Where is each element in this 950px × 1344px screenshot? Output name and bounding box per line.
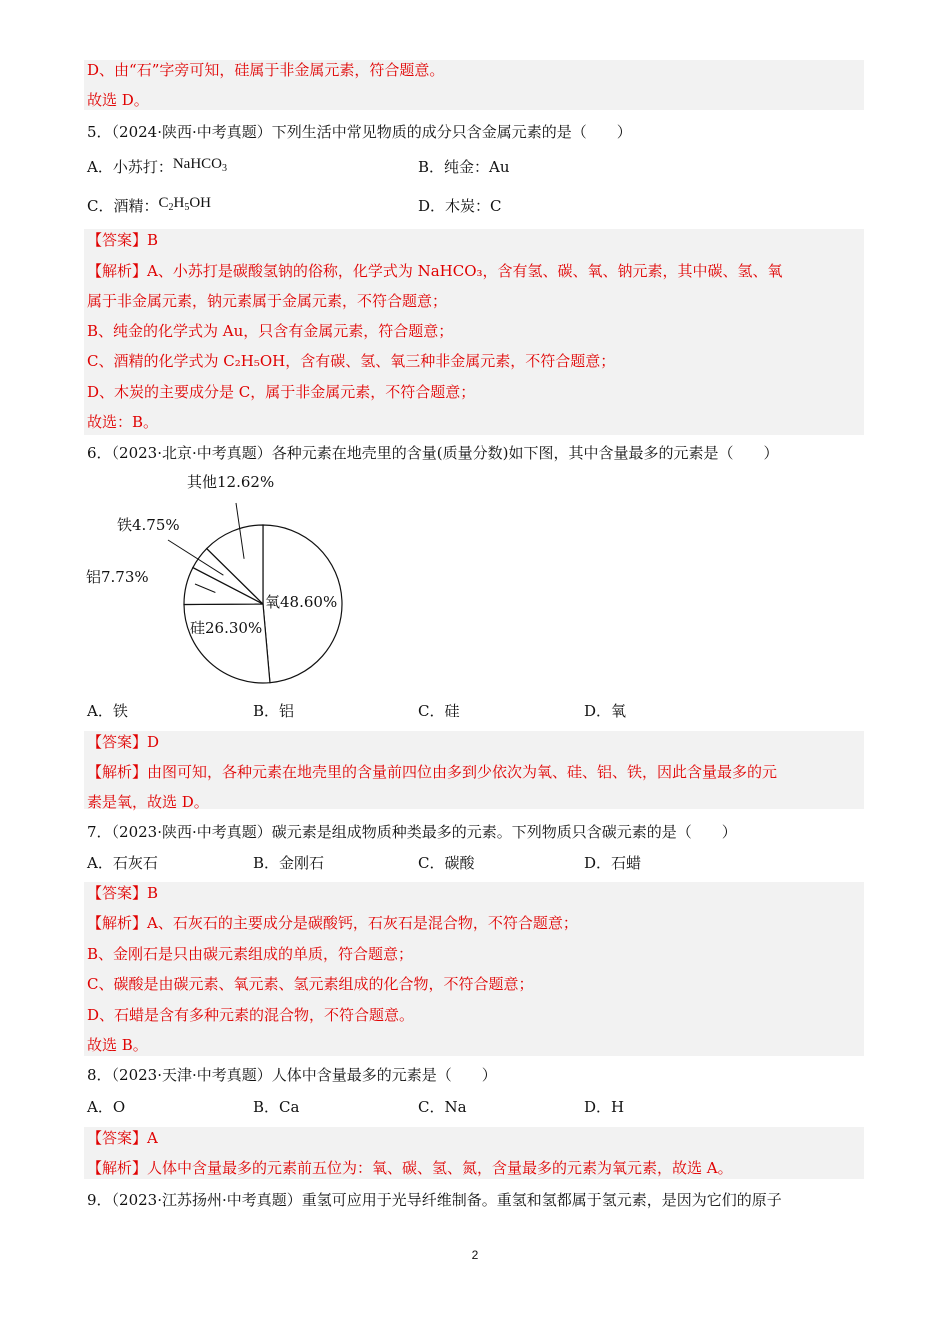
answer-box-q7: [84, 882, 864, 1056]
q6-option-d: D．氧: [584, 702, 627, 720]
q5-option-a: A．小苏打：NaHCO$_3$: [87, 156, 228, 176]
q7-answer: 【答案】B: [87, 884, 159, 902]
q7-option-a: A．石灰石: [87, 854, 158, 872]
q5-analysis-4: C、酒精的化学式为 C₂H₅OH，含有碳、氢、氧三种非金属元素，不符合题意；: [87, 352, 616, 370]
q7-analysis-4: D、石蜡是含有多种元素的混合物，不符合题意。: [87, 1006, 415, 1024]
q5-answer: 【答案】B: [87, 231, 159, 249]
q5-option-b: B．纯金：Au: [418, 158, 510, 176]
q7-option-c: C．碳酸: [418, 854, 475, 872]
q8-option-a: A．O: [87, 1098, 126, 1116]
q4-analysis-d: D、由“石”字旁可知，硅属于非金属元素，符合题意。: [87, 61, 445, 79]
crust-element-pie-chart: [80, 470, 400, 700]
q5-option-d: D．木炭：C: [418, 197, 502, 215]
q5-analysis-3: B、纯金的化学式为 Au，只含有金属元素，符合题意；: [87, 322, 454, 340]
q8-option-b: B．Ca: [253, 1098, 300, 1116]
q6-option-c: C．硅: [418, 702, 460, 720]
q7-option-b: B．金刚石: [253, 854, 325, 872]
pie-label-铁: 铁4.75%: [117, 516, 180, 534]
q7-conclusion: 故选 B。: [87, 1036, 148, 1054]
q5-conclusion: 故选：B。: [87, 413, 159, 431]
q6-analysis-1: 【解析】由图可知，各种元素在地壳里的含量前四位由多到少依次为氧、硅、铝、铁，因此含量最多的元: [87, 763, 778, 781]
q8-option-d: D．H: [584, 1098, 625, 1116]
q6-answer: 【答案】D: [87, 733, 160, 751]
q5-option-c: C．酒精：$C_2H_5OH$: [87, 195, 212, 215]
q7-analysis-1: 【解析】A、石灰石的主要成分是碳酸钙，石灰石是混合物，不符合题意；: [87, 914, 578, 932]
q5-stem: 5．（2024·陕西·中考真题）下列生活中常见物质的成分只含金属元素的是（ ）: [87, 123, 632, 141]
q6-option-a: A．铁: [87, 702, 128, 720]
q7-option-d: D．石蜡: [584, 854, 642, 872]
q5-analysis-5: D、木炭的主要成分是 C，属于非金属元素，不符合题意；: [87, 383, 476, 401]
q8-analysis-1: 【解析】人体中含量最多的元素前五位为：氧、碳、氢、氮，含量最多的元素为氧元素，故选 A。: [87, 1159, 733, 1177]
q4-conclusion: 故选 D。: [87, 91, 149, 109]
q7-analysis-3: C、碳酸是由碳元素、氧元素、氢元素组成的化合物，不符合题意；: [87, 975, 534, 993]
q5-analysis-1: 【解析】A、小苏打是碳酸氢钠的俗称，化学式为 NaHCO₃，含有氢、碳、氧、钠元素，其中碳、氢、氧: [87, 262, 783, 280]
q8-answer: 【答案】A: [87, 1129, 158, 1147]
q9-stem: 9．（2023·江苏扬州·中考真题）重氢可应用于光导纤维制备。重氢和氢都属于氢元素，是因为它们的原子: [87, 1191, 782, 1209]
pie-label-其他: 其他12.62%: [187, 473, 275, 491]
q6-option-b: B．铝: [253, 702, 295, 720]
pie-label-硅: 硅26.30%: [190, 619, 263, 637]
pie-label-铝: 铝7.73%: [86, 568, 149, 586]
q6-stem: 6．（2023·北京·中考真题）各种元素在地壳里的含量(质量分数)如下图，其中含量最多的元素是（ ）: [87, 444, 779, 462]
q7-stem: 7．（2023·陕西·中考真题）碳元素是组成物质种类最多的元素。下列物质只含碳元素的是（ ）: [87, 823, 737, 841]
page-number: 2: [471, 1248, 479, 1262]
q5-analysis-2: 属于非金属元素，钠元素属于金属元素，不符合题意；: [87, 292, 448, 310]
pie-slice-硅: [184, 604, 270, 683]
pie-label-氧: 氧48.60%: [265, 593, 338, 611]
q6-analysis-2: 素是氧，故选 D。: [87, 793, 209, 811]
q8-option-c: C．Na: [418, 1098, 467, 1116]
q8-stem: 8．（2023·天津·中考真题）人体中含量最多的元素是（ ）: [87, 1066, 497, 1084]
q7-analysis-2: B、金刚石是只由碳元素组成的单质，符合题意；: [87, 945, 414, 963]
